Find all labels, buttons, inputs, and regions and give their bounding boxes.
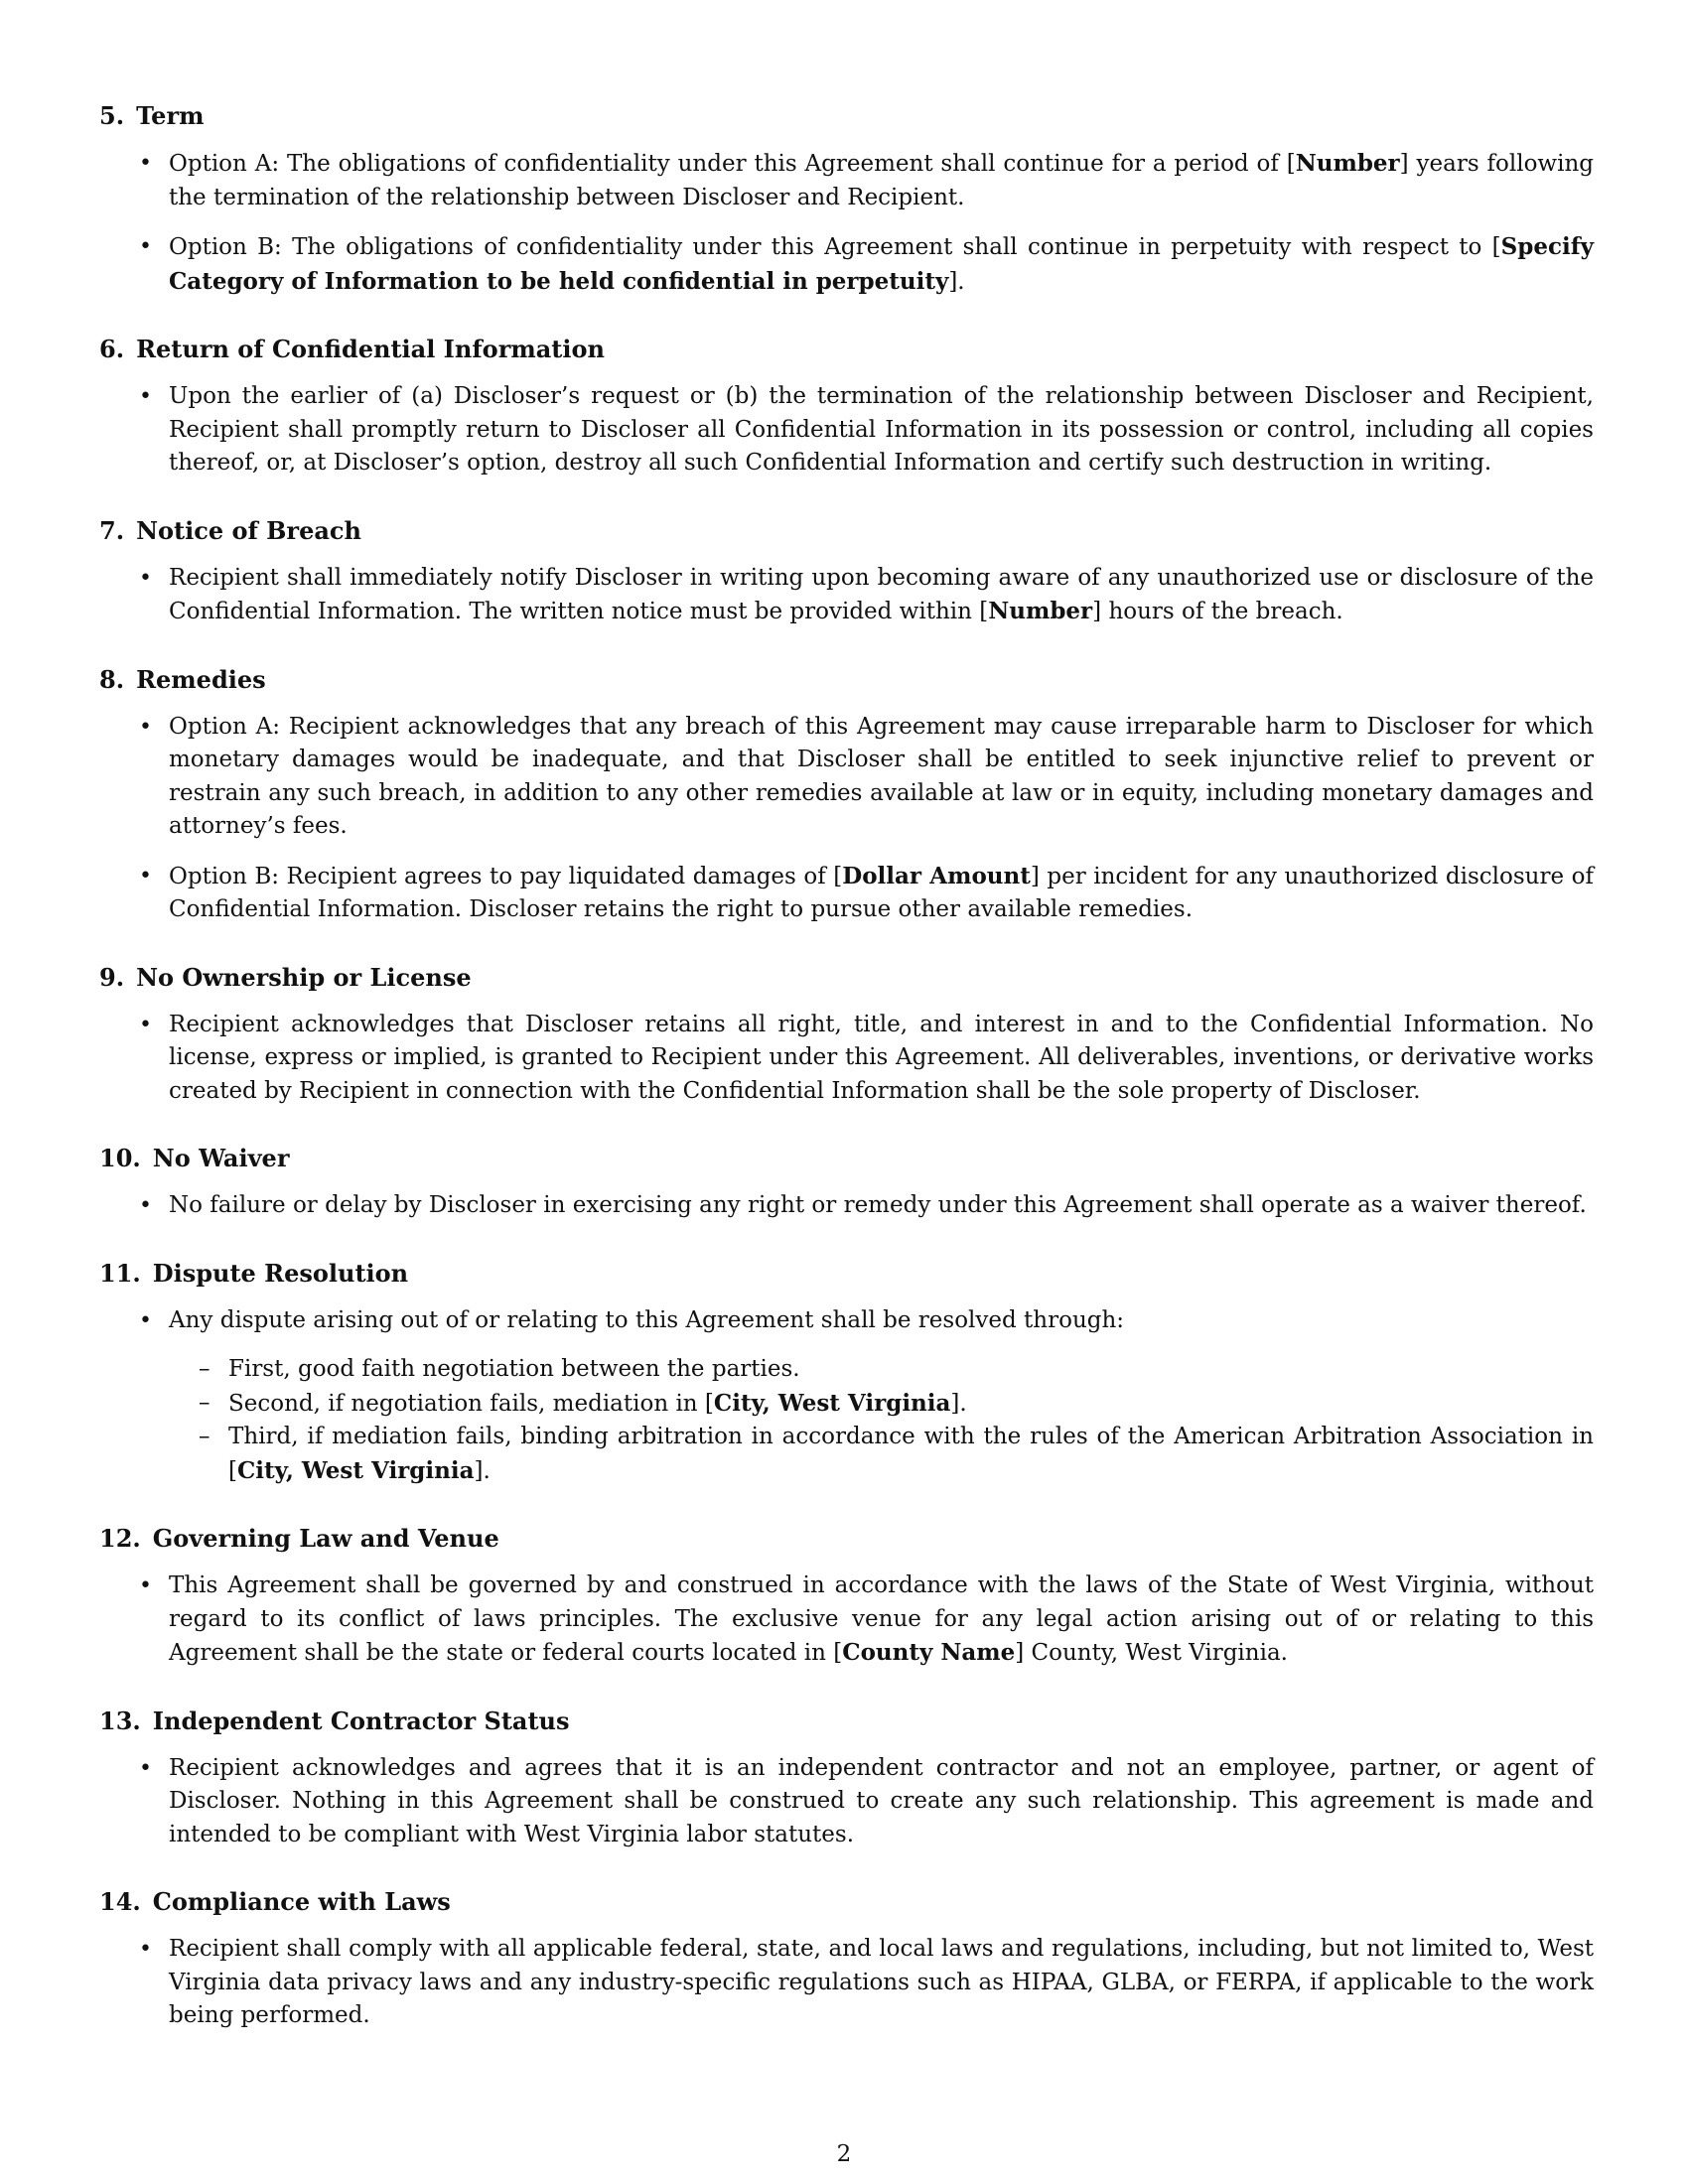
- section-no-waiver: [99, 1142, 1594, 1223]
- section-number: 14.: [99, 1887, 141, 1916]
- clause-list: [99, 1752, 1594, 1852]
- section-heading: [99, 663, 1594, 697]
- section-title: Term: [136, 101, 205, 130]
- section-title: Governing Law and Venue: [152, 1524, 499, 1553]
- sub-clause-item: – Second, if negotiation fails, mediation in [City, West Virginia].: [169, 1387, 1594, 1422]
- section-number: 13.: [99, 1706, 141, 1735]
- section-number: 8.: [99, 664, 125, 694]
- sub-clause-item: – First, good faith negotiation between the parties.: [169, 1353, 1594, 1387]
- clause-list: [99, 1304, 1594, 1489]
- clause-list: [99, 147, 1594, 299]
- clause-item: • Option B: Recipient agrees to pay liquidated damages of [Dollar Amount] per incident for any unauthorized disclosure of Confidential Information. Discloser retains the right to pursue other available remedies.: [99, 860, 1594, 927]
- clause-item: • Recipient shall immediately notify Discloser in writing upon becoming aware of any unauthorized use or disclosure of the Confidential Information. The written notice must be provided within [Number] hours of the breach.: [99, 562, 1594, 629]
- clause-item: • Upon the earlier of (a) Discloser’s request or (b) the termination of the relationship between Discloser and Recipient, Recipient shall promptly return to Discloser all Confidential Information in its possession or control, including all copies thereof, or, at Discloser’s option, destroy all such Confidential Information and certify such destruction in writing.: [99, 380, 1594, 480]
- placeholder-field: Specify Category of Information to be held confidential in perpetuity: [169, 233, 1594, 295]
- section-number: 6.: [99, 335, 125, 363]
- section-title: Compliance with Laws: [152, 1887, 451, 1916]
- sub-clause-list: [169, 1353, 1594, 1488]
- section-number: 12.: [99, 1524, 141, 1553]
- clause-list: [99, 711, 1594, 927]
- section-number: 9.: [99, 962, 125, 992]
- placeholder-field: County Name: [842, 1639, 1016, 1666]
- clause-item: • Recipient acknowledges and agrees that it is an independent contractor and not an employee, partner, or agent of Discloser. Nothing in this Agreement shall be construed to create any such relationship. This agreement is made and intended to be compliant with West Virginia labor statutes.: [99, 1752, 1594, 1852]
- sub-clause-item: – Third, if mediation fails, binding arbitration in accordance with the rules of the American Arbitration Association in [City, West Virginia].: [169, 1421, 1594, 1488]
- section-heading: [99, 1705, 1594, 1738]
- section-compliance-with-laws: [99, 1885, 1594, 2033]
- section-heading: [99, 1885, 1594, 1919]
- clause-item: • Option A: Recipient acknowledges that any breach of this Agreement may cause irreparable harm to Discloser for which monetary damages would be inadequate, and that Discloser shall be entitled to seek injunctive relief to prevent or restrain any such breach, in addition to any other remedies available at law or in equity, including monetary damages and attorney’s fees.: [99, 711, 1594, 844]
- section-title: Remedies: [136, 664, 266, 694]
- section-heading: [99, 514, 1594, 548]
- clause-list: [99, 562, 1594, 629]
- document-page: [99, 99, 1594, 2067]
- clause-list: [99, 1933, 1594, 2033]
- clause-item: • Recipient shall comply with all applicable federal, state, and local laws and regulations, including, but not limited to, West Virginia data privacy laws and any industry-specific regulations such as HIPAA, GLBA, or FERPA, if applicable to the work being performed.: [99, 1933, 1594, 2033]
- section-number: 10.: [99, 1144, 141, 1172]
- section-number: 7.: [99, 515, 125, 545]
- section-title: No Waiver: [152, 1144, 290, 1172]
- section-no-ownership-or-license: [99, 961, 1594, 1109]
- section-number: 5.: [99, 101, 125, 130]
- clause-item: • This Agreement shall be governed by and construed in accordance with the laws of the State of West Virginia, without regard to its conflict of laws principles. The exclusive venue for any legal action arising out of or relating to this Agreement shall be the state or federal courts located in [County Name] County, West Virginia.: [99, 1570, 1594, 1671]
- clause-item: • Option A: The obligations of confidentiality under this Agreement shall continue for a period of [Number] years following the termination of the relationship between Discloser and Recipient.: [99, 147, 1594, 214]
- section-return-of-confidential-information: [99, 333, 1594, 480]
- section-title: No Ownership or License: [136, 962, 472, 992]
- clause-list: [99, 380, 1594, 480]
- section-term: [99, 99, 1594, 299]
- section-heading: [99, 333, 1594, 366]
- section-title: Return of Confidential Information: [136, 335, 605, 363]
- page-number: 2: [836, 2141, 852, 2167]
- section-governing-law-and-venue: [99, 1522, 1594, 1671]
- clause-item: • Any dispute arising out of or relating to this Agreement shall be resolved through: – First, good faith negotiation between the parties. – Second, if negotiation fails, mediation in [City, West Virginia]. – Third, if mediation fails, binding arbitration in accordance with the rules of the American Arbitration Association in [City, West Virginia].: [99, 1304, 1594, 1489]
- section-number: 11.: [99, 1258, 141, 1288]
- section-remedies: [99, 663, 1594, 927]
- clause-list: [99, 1009, 1594, 1109]
- section-notice-of-breach: [99, 514, 1594, 629]
- placeholder-field: City, West Virginia: [713, 1389, 951, 1417]
- section-heading: [99, 1522, 1594, 1556]
- section-title: Notice of Breach: [136, 515, 361, 545]
- section-heading: [99, 1257, 1594, 1291]
- placeholder-field: Dollar Amount: [842, 862, 1031, 889]
- clause-list: [99, 1189, 1594, 1223]
- section-heading: [99, 961, 1594, 995]
- section-independent-contractor-status: [99, 1705, 1594, 1852]
- placeholder-field: Number: [988, 598, 1093, 624]
- section-heading: [99, 1142, 1594, 1175]
- section-dispute-resolution: [99, 1257, 1594, 1489]
- clause-item: • No failure or delay by Discloser in exercising any right or remedy under this Agreement shall operate as a waiver thereof.: [99, 1189, 1594, 1223]
- clause-list: [99, 1570, 1594, 1671]
- placeholder-field: City, West Virginia: [236, 1456, 475, 1484]
- section-title: Dispute Resolution: [152, 1258, 409, 1288]
- clause-item: • Recipient acknowledges that Discloser retains all right, title, and interest in and to the Confidential Information. No license, express or implied, is granted to Recipient under this Agreement. All deliverables, inventions, or derivative works created by Recipient in connection with the Confidential Information shall be the sole property of Discloser.: [99, 1009, 1594, 1109]
- placeholder-field: Number: [1295, 150, 1400, 177]
- section-heading: [99, 99, 1594, 133]
- clause-item: • Option B: The obligations of confidentiality under this Agreement shall continue in perpetuity with respect to [Specify Category of Information to be held confidential in perpetuity].: [99, 230, 1594, 299]
- section-title: Independent Contractor Status: [152, 1706, 570, 1735]
